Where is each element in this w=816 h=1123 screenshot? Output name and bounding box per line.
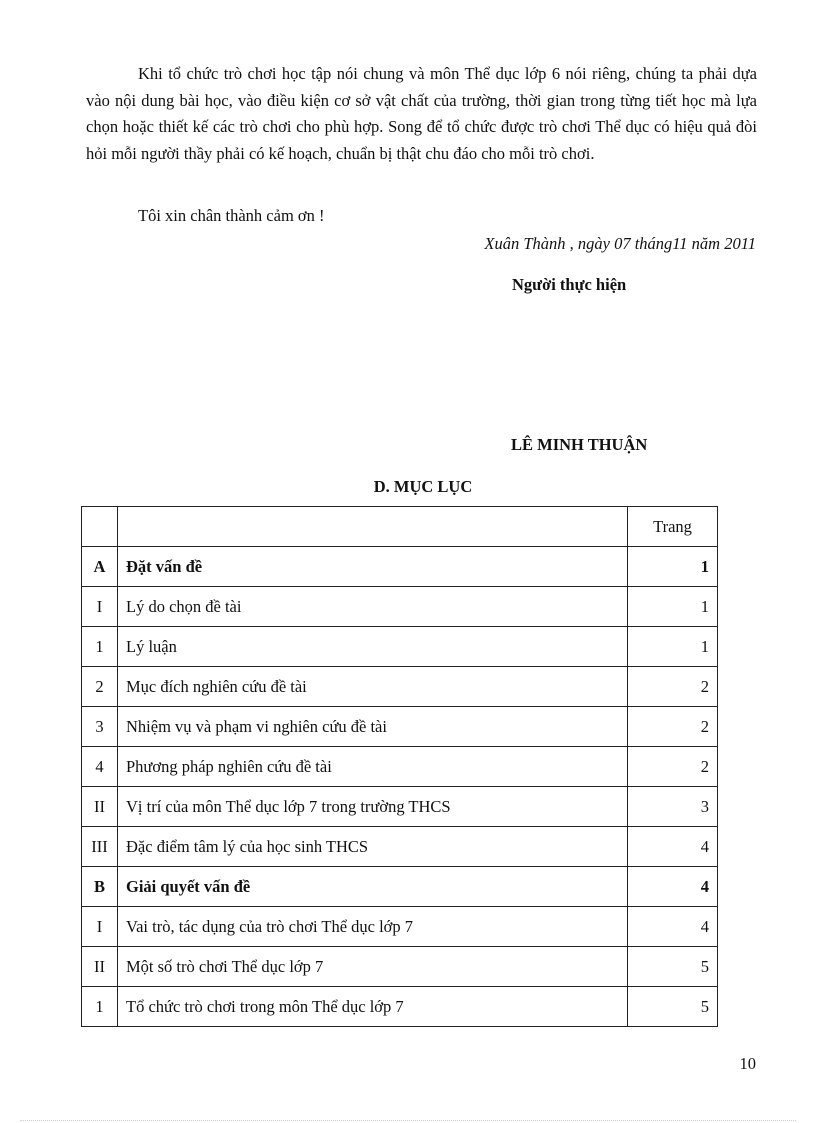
toc-row [82,947,718,987]
toc-header-page: Trang [628,507,718,547]
toc-row-page: 5 [628,987,718,1027]
toc-row-num: 4 [82,747,118,787]
toc-row-title: Giải quyết vấn đề [118,867,628,907]
toc-row-title: Một số trò chơi Thể dục lớp 7 [118,947,628,987]
toc-row [82,627,718,667]
footer-divider [20,1120,796,1121]
toc-row-num: III [82,827,118,867]
toc-row-num: 2 [82,667,118,707]
toc-row-title: Lý luận [118,627,628,667]
toc-row-page: 5 [628,947,718,987]
toc-row-page: 4 [628,867,718,907]
toc-row-num: B [82,867,118,907]
toc-row-title: Mục đích nghiên cứu đề tài [118,667,628,707]
toc-row [82,547,718,587]
toc-row [82,587,718,627]
toc-row-page: 4 [628,907,718,947]
toc-row [82,987,718,1027]
toc-row [82,747,718,787]
signer-name: LÊ MINH THUẬN [511,435,648,454]
toc-header-row [82,507,718,547]
toc-row-page: 1 [628,547,718,587]
page-number: 10 [739,1054,756,1073]
toc-row-page: 2 [628,707,718,747]
date-line: Xuân Thành , ngày 07 tháng11 năm 2011 [484,234,756,253]
toc-row-num: 3 [82,707,118,747]
toc-row-page: 4 [628,827,718,867]
toc-row-title: Đặc điểm tâm lý của học sinh THCS [118,827,628,867]
signer-role: Người thực hiện [512,275,627,294]
toc-row-title: Nhiệm vụ và phạm vi nghiên cứu đề tài [118,707,628,747]
toc-header-num [82,507,118,547]
toc-row-num: II [82,947,118,987]
toc-row [82,827,718,867]
toc-title: D. MỤC LỤC [373,477,473,496]
toc-table [81,506,718,1027]
toc-row-title: Vị trí của môn Thể dục lớp 7 trong trường THCS [118,787,628,827]
toc-row [82,867,718,907]
toc-row-num: I [82,907,118,947]
closing-paragraph: Khi tổ chức trò chơi học tập nói chung và môn Thể dục lớp 6 nói riêng, chúng ta phải dựa vào nội dung bài học, vào điều kiện cơ sở vật chất của trường, thời gian trong từng tiết học mà lựa chọn hoặc thiết kế các trò chơi cho phù hợp. Song để tổ chức được trò chơi Thể dục có hiệu quả đòi hỏi mỗi người thầy phải có kế hoạch, chuẩn bị thật chu đáo cho mỗi trò chơi. [86,64,757,163]
toc-row-title: Đặt vấn đề [118,547,628,587]
toc-row [82,667,718,707]
toc-header-title [118,507,628,547]
toc-row-title: Tổ chức trò chơi trong môn Thể dục lớp 7 [118,987,628,1027]
toc-row-title: Vai trò, tác dụng của trò chơi Thể dục lớp 7 [118,907,628,947]
toc-row-page: 1 [628,587,718,627]
toc-row-page: 3 [628,787,718,827]
toc-row-title: Lý do chọn đề tài [118,587,628,627]
toc-row-num: II [82,787,118,827]
toc-row [82,707,718,747]
toc-row-num: A [82,547,118,587]
toc-row-num: I [82,587,118,627]
toc-row [82,787,718,827]
toc-row-num: 1 [82,627,118,667]
toc-row-title: Phương pháp nghiên cứu đề tài [118,747,628,787]
toc-row-page: 2 [628,667,718,707]
toc-row [82,907,718,947]
toc-row-num: 1 [82,987,118,1027]
toc-row-page: 1 [628,627,718,667]
thanks-paragraph: Tôi xin chân thành cảm ơn ! [138,206,325,225]
toc-row-page: 2 [628,747,718,787]
